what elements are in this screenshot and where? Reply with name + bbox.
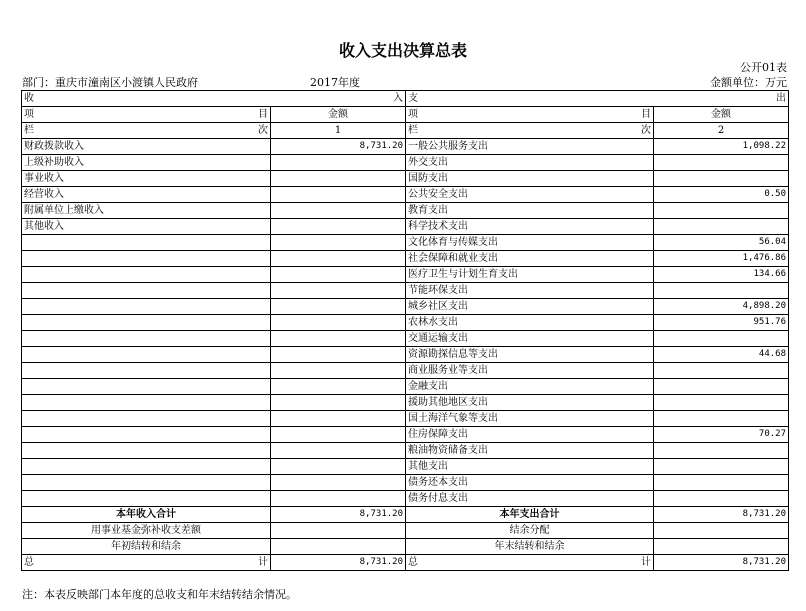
income-amount: 8,731.20 bbox=[271, 139, 406, 155]
table-row bbox=[22, 219, 789, 235]
table-row bbox=[22, 363, 789, 379]
income-amount bbox=[271, 363, 406, 379]
grand-total-expense-label: 总 计 bbox=[406, 555, 654, 571]
header-row-column-numbers bbox=[22, 123, 789, 139]
table-row bbox=[22, 331, 789, 347]
form-number: 公开01表 bbox=[740, 61, 787, 74]
income-amount bbox=[271, 203, 406, 219]
expense-amount bbox=[654, 459, 789, 475]
header-row-columns bbox=[22, 107, 789, 123]
income-col-number: 1 bbox=[271, 123, 406, 139]
end-carryover-label: 年末结转和结余 bbox=[406, 539, 654, 555]
expense-amount bbox=[654, 491, 789, 507]
table-row bbox=[22, 203, 789, 219]
expense-item: 社会保障和就业支出 bbox=[406, 251, 654, 267]
income-item: 上级补助收入 bbox=[22, 155, 271, 171]
income-amount bbox=[271, 171, 406, 187]
income-item bbox=[22, 411, 271, 427]
income-item bbox=[22, 459, 271, 475]
table-row bbox=[22, 427, 789, 443]
table-row bbox=[22, 187, 789, 203]
income-item bbox=[22, 379, 271, 395]
table-row bbox=[22, 395, 789, 411]
income-expense-table bbox=[21, 90, 789, 571]
table-row bbox=[22, 299, 789, 315]
expense-amount bbox=[654, 331, 789, 347]
income-total-label: 本年收入合计 bbox=[22, 507, 271, 523]
expense-amount bbox=[654, 203, 789, 219]
expense-amount: 44.68 bbox=[654, 347, 789, 363]
income-item bbox=[22, 347, 271, 363]
income-item bbox=[22, 363, 271, 379]
table-row bbox=[22, 315, 789, 331]
expense-item: 商业服务业等支出 bbox=[406, 363, 654, 379]
surplus-distribution-label: 结余分配 bbox=[406, 523, 654, 539]
income-amount bbox=[271, 443, 406, 459]
table-row bbox=[22, 251, 789, 267]
expense-amount: 0.50 bbox=[654, 187, 789, 203]
income-item bbox=[22, 299, 271, 315]
income-amount bbox=[271, 235, 406, 251]
expense-item: 金融支出 bbox=[406, 379, 654, 395]
income-amount bbox=[271, 299, 406, 315]
expense-amount bbox=[654, 443, 789, 459]
income-amount bbox=[271, 379, 406, 395]
table-row bbox=[22, 155, 789, 171]
income-col-label: 栏 次 bbox=[22, 123, 271, 139]
table-row bbox=[22, 267, 789, 283]
income-amount bbox=[271, 347, 406, 363]
table-row bbox=[22, 379, 789, 395]
header-row-direction bbox=[22, 91, 789, 107]
expense-amount: 951.76 bbox=[654, 315, 789, 331]
expense-item: 城乡社区支出 bbox=[406, 299, 654, 315]
amount-unit: 金额单位：万元 bbox=[710, 76, 787, 89]
income-item bbox=[22, 251, 271, 267]
expense-amount: 4,898.20 bbox=[654, 299, 789, 315]
expense-header: 支 出 bbox=[406, 91, 789, 107]
expense-item: 教育支出 bbox=[406, 203, 654, 219]
grand-total-income-label: 总 计 bbox=[22, 555, 271, 571]
expense-item: 交通运输支出 bbox=[406, 331, 654, 347]
table-row bbox=[22, 459, 789, 475]
expense-item: 公共安全支出 bbox=[406, 187, 654, 203]
expense-item: 节能环保支出 bbox=[406, 283, 654, 299]
fund-row bbox=[22, 523, 789, 539]
table-row bbox=[22, 475, 789, 491]
income-item: 附属单位上缴收入 bbox=[22, 203, 271, 219]
income-item bbox=[22, 443, 271, 459]
expense-item: 援助其他地区支出 bbox=[406, 395, 654, 411]
expense-item-header: 项 目 bbox=[406, 107, 654, 123]
expense-amount bbox=[654, 395, 789, 411]
expense-item: 债务还本支出 bbox=[406, 475, 654, 491]
table-row bbox=[22, 171, 789, 187]
income-item bbox=[22, 491, 271, 507]
table-row bbox=[22, 139, 789, 155]
income-amount bbox=[271, 267, 406, 283]
income-amount bbox=[271, 331, 406, 347]
income-amount bbox=[271, 475, 406, 491]
income-amount bbox=[271, 187, 406, 203]
expense-amount: 1,476.86 bbox=[654, 251, 789, 267]
income-item bbox=[22, 315, 271, 331]
income-item bbox=[22, 283, 271, 299]
expense-col-label: 栏 次 bbox=[406, 123, 654, 139]
expense-amount bbox=[654, 219, 789, 235]
table-row bbox=[22, 443, 789, 459]
expense-col-number: 2 bbox=[654, 123, 789, 139]
expense-item: 一般公共服务支出 bbox=[406, 139, 654, 155]
expense-amount: 56.04 bbox=[654, 235, 789, 251]
income-item bbox=[22, 235, 271, 251]
fund-label: 用事业基金弥补收支差额 bbox=[22, 523, 271, 539]
grand-total-expense: 8,731.20 bbox=[654, 555, 789, 571]
expense-total-value: 8,731.20 bbox=[654, 507, 789, 523]
expense-amount bbox=[654, 171, 789, 187]
expense-item: 粮油物资储备支出 bbox=[406, 443, 654, 459]
expense-item: 外交支出 bbox=[406, 155, 654, 171]
expense-amount bbox=[654, 283, 789, 299]
income-amount bbox=[271, 315, 406, 331]
carryover-row bbox=[22, 539, 789, 555]
expense-amount bbox=[654, 411, 789, 427]
income-amount-header: 金额 bbox=[271, 107, 406, 123]
income-amount bbox=[271, 491, 406, 507]
income-amount bbox=[271, 459, 406, 475]
income-amount bbox=[271, 283, 406, 299]
income-amount bbox=[271, 411, 406, 427]
expense-amount bbox=[654, 155, 789, 171]
income-item bbox=[22, 427, 271, 443]
income-item: 事业收入 bbox=[22, 171, 271, 187]
expense-item: 其他支出 bbox=[406, 459, 654, 475]
table-row bbox=[22, 347, 789, 363]
income-item bbox=[22, 331, 271, 347]
expense-total-label: 本年支出合计 bbox=[406, 507, 654, 523]
expense-amount: 1,098.22 bbox=[654, 139, 789, 155]
expense-item: 文化体育与传媒支出 bbox=[406, 235, 654, 251]
income-item: 财政拨款收入 bbox=[22, 139, 271, 155]
income-total-value: 8,731.20 bbox=[271, 507, 406, 523]
table-row bbox=[22, 491, 789, 507]
expense-amount-header: 金额 bbox=[654, 107, 789, 123]
expense-item: 债务付息支出 bbox=[406, 491, 654, 507]
expense-item: 医疗卫生与计划生育支出 bbox=[406, 267, 654, 283]
expense-amount bbox=[654, 379, 789, 395]
expense-item: 科学技术支出 bbox=[406, 219, 654, 235]
income-item: 经营收入 bbox=[22, 187, 271, 203]
department-label: 部门：重庆市潼南区小渡镇人民政府 bbox=[22, 76, 198, 89]
table-row bbox=[22, 411, 789, 427]
table-row bbox=[22, 235, 789, 251]
table-row bbox=[22, 283, 789, 299]
income-amount bbox=[271, 155, 406, 171]
grand-total-income: 8,731.20 bbox=[271, 555, 406, 571]
expense-item: 资源勘探信息等支出 bbox=[406, 347, 654, 363]
grand-total-row bbox=[22, 555, 789, 571]
income-amount bbox=[271, 251, 406, 267]
expense-amount bbox=[654, 363, 789, 379]
income-item bbox=[22, 395, 271, 411]
expense-amount: 70.27 bbox=[654, 427, 789, 443]
report-title: 收入支出决算总表 bbox=[338, 41, 467, 60]
income-item: 其他收入 bbox=[22, 219, 271, 235]
income-item bbox=[22, 267, 271, 283]
total-row bbox=[22, 507, 789, 523]
expense-item: 住房保障支出 bbox=[406, 427, 654, 443]
income-amount bbox=[271, 219, 406, 235]
expense-item: 国防支出 bbox=[406, 171, 654, 187]
income-item bbox=[22, 475, 271, 491]
income-amount bbox=[271, 395, 406, 411]
fiscal-year: 2017年度 bbox=[310, 76, 360, 89]
expense-item: 国土海洋气象等支出 bbox=[406, 411, 654, 427]
income-header: 收 入 bbox=[22, 91, 406, 107]
expense-amount bbox=[654, 475, 789, 491]
expense-amount: 134.66 bbox=[654, 267, 789, 283]
footnote: 注：本表反映部门本年度的总收支和年末结转结余情况。 bbox=[22, 588, 297, 601]
income-item-header: 项 目 bbox=[22, 107, 271, 123]
begin-carryover-label: 年初结转和结余 bbox=[22, 539, 271, 555]
expense-item: 农林水支出 bbox=[406, 315, 654, 331]
income-amount bbox=[271, 427, 406, 443]
